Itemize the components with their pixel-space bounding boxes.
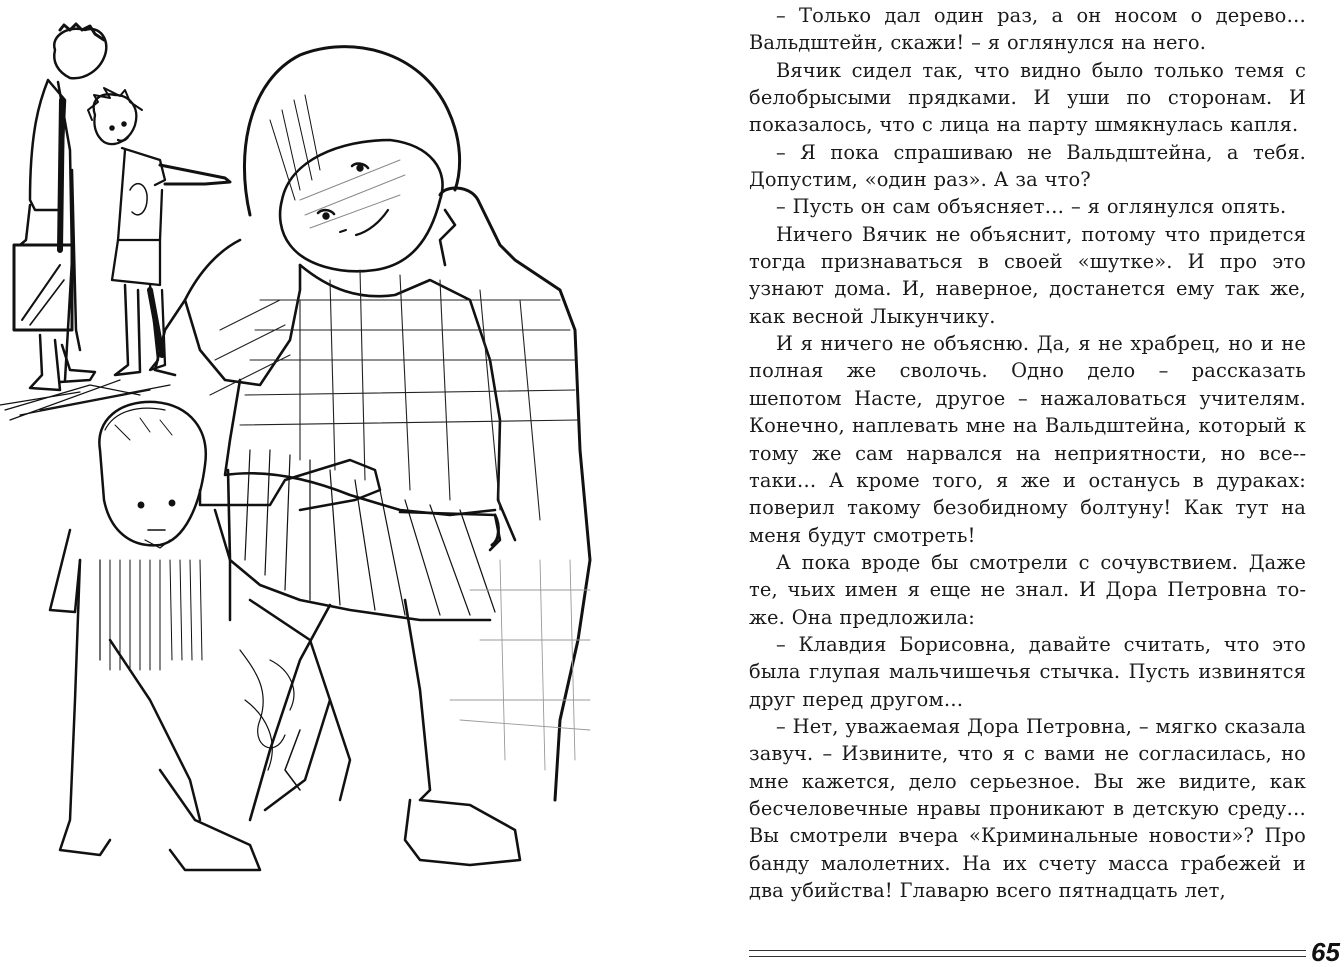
- footer-double-rule: [749, 950, 1306, 957]
- sketch-drawing: [0, 0, 600, 900]
- body-text-column: [749, 2, 1306, 904]
- page-footer: [749, 937, 1344, 967]
- paragraph: – Я пока спрашиваю не Вальдштейна, а тебя. Допустим, «один раз». А за что?: [749, 140, 1306, 192]
- paragraph: Ничего Вячик не объяснит, потому что придется тогда признаваться в своей «шутке». И про это узнают дома. И, наверное, достанется ему так же, как весной Лыкунчику.: [749, 222, 1306, 328]
- background-pointing-boy-figure: [88, 88, 230, 375]
- page-number: 65: [1311, 937, 1340, 967]
- paragraph: Вячик сидел так, что видно было только темя с белобрысыми прядками. И уши по сторонам. И показалось, что с лица на парту шмякнулась капля.: [749, 58, 1306, 137]
- paragraph: – Пусть он сам объясняет… – я оглянулся опять.: [776, 195, 1287, 219]
- background-man-figure: [14, 24, 106, 390]
- book-illustration: [0, 0, 600, 900]
- main-seated-boy-figure: [155, 47, 590, 865]
- floor-scribble-strokes: [0, 380, 170, 420]
- paragraph: А пока вроде бы смотрели с сочувствием. Даже те, чьих имен я еще не знал. И Дора Петровна тоже. Она предложила:: [749, 550, 1306, 629]
- paragraph: – Клавдия Борисовна, давайте считать, что это была глупая мальчишечья стычка. Пусть извинятся друг перед другом…: [749, 632, 1306, 711]
- paragraph: – Только дал один раз, а он носом о дерево… Вальдштейн, скажи! – я оглянулся на него.: [749, 4, 1306, 55]
- paragraph: И я ничего не объясню. Да, я не храбрец, но и не полная же сволочь. Одно дело – рассказать шепотом Насте, другое – нажаловаться учителям. Конечно, наплевать мне на Вальдштейна, который к тому же сам нарвался на неприятности, но все-таки… А кроме того, я же и останусь в дураках: поверил такому безобидному болтуну! Как тут на меня будут смотреть!: [749, 332, 1306, 547]
- paragraph: – Нет, уважаемая Дора Петровна, – мягко сказала завуч. – Извините, что я с вами не согласилась, но мне кажется, дело серьезное. Вы же видите, как бесчеловечные нравы проникают в детскую среду… Вы смотрели вчера «Криминальные новости»? Про банду малолетних. На их счету масса грабежей и два убийства! Главарю всего пятнадцать лет,: [749, 714, 1306, 902]
- faint-background-grid: [450, 560, 590, 770]
- plaid-shirt-lines: [210, 270, 578, 520]
